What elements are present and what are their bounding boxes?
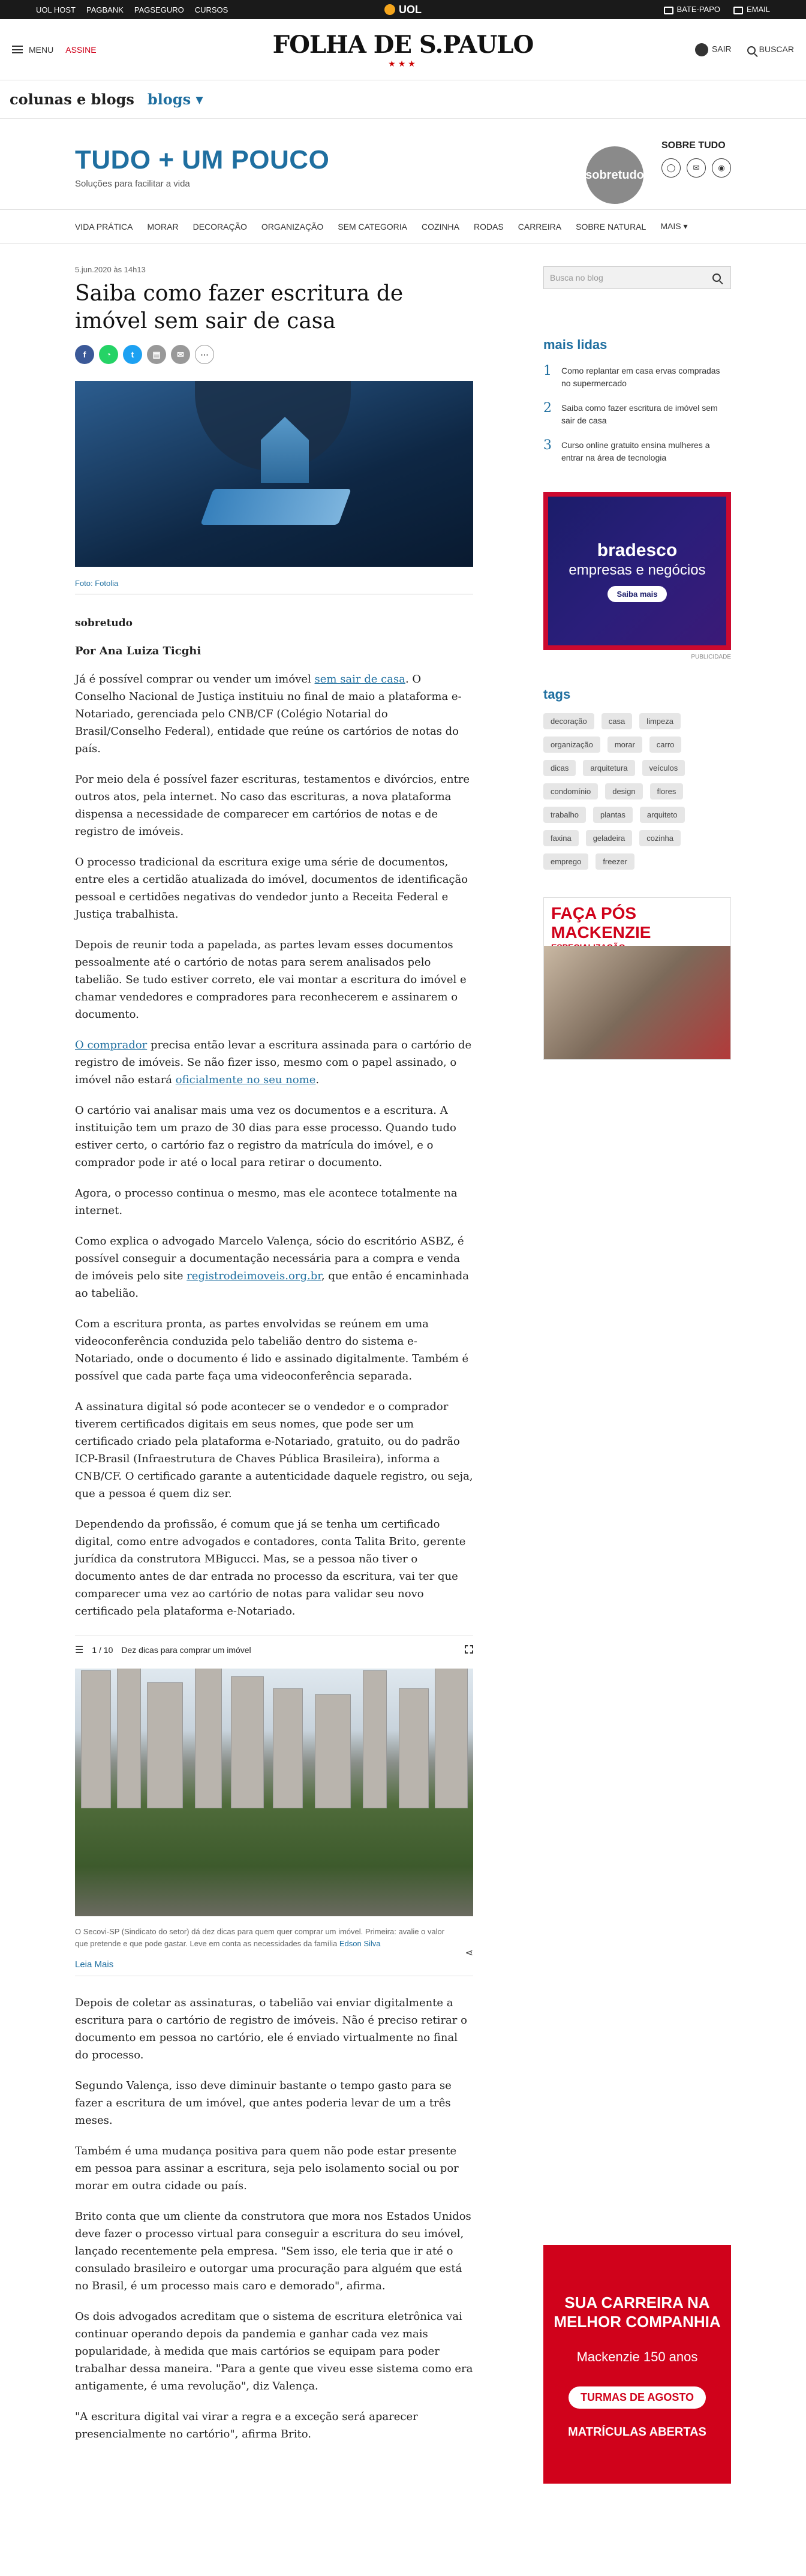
envelope-icon[interactable]: ✉ <box>687 158 706 178</box>
tag-chip[interactable]: arquitetura <box>583 760 634 776</box>
folha-logo[interactable]: FOLHA DE S.PAULO ★★★ <box>272 30 534 68</box>
article-paragraph: Agora, o processo continua o mesmo, mas ele acontece totalmente na internet. <box>75 1187 458 1217</box>
article-title: Saiba como fazer escritura de imóvel sem sair de casa <box>75 281 404 333</box>
envelope-icon <box>733 7 743 14</box>
breadcrumb-blogs-dropdown[interactable]: blogs ▾ <box>147 91 203 108</box>
nav-item[interactable]: CARREIRA <box>518 221 562 232</box>
article-link[interactable]: oficialmente no seu nome <box>175 1074 316 1086</box>
article-link[interactable]: O comprador <box>75 1039 148 1051</box>
chat-icon <box>664 7 673 14</box>
article-paragraph: A assinatura digital só pode acontecer se o vendedor e o comprador tiverem certificados digitais em seus nomes, que pode ser um certificado criado pela plataforma e-Notariado, gratuito, ou do padrão ICP-Brasil (Infraestrutura de Chaves Pública Brasileira), informa a CNB/CF. O certificado garante a autenticidade daquele registro, ou seja, que a pessoa é quem diz ser. <box>75 1400 473 1500</box>
most-read-item[interactable]: 2 Saiba como fazer escritura de imóvel sem sair de casa <box>543 401 718 425</box>
uol-logo-icon <box>384 4 395 15</box>
hamburger-icon[interactable] <box>12 46 23 53</box>
bradesco-ad[interactable]: bradesco empresas e negócios Saiba mais <box>543 492 731 650</box>
nav-more-dropdown[interactable]: MAIS ▾ <box>660 221 688 231</box>
blog-logo: sobretudo <box>586 146 643 204</box>
tag-chip[interactable]: organização <box>543 737 600 753</box>
article-paragraph: Também é uma mudança positiva para quem não pode estar presente em pessoa para assinar a escritura, seja pelo isolamento social ou por morar em outra cidade ou país. <box>75 2145 459 2192</box>
ad-cta-button[interactable]: Saiba mais <box>607 586 667 602</box>
blog-search-input[interactable]: Busca no blog <box>543 266 731 289</box>
email-link[interactable]: EMAIL <box>733 5 770 14</box>
tags-title: tags <box>543 687 571 702</box>
tag-chip[interactable]: arquiteto <box>640 807 685 823</box>
article-paragraph: O comprador precisa então levar a escritura assinada para o cartório de registro de imóveis. Se não fizer isso, mesmo com o papel assinado, o imóvel não estará oficialmente no seu nome. <box>75 1039 472 1086</box>
most-read <box>543 337 731 464</box>
nav-item[interactable]: ORGANIZAÇÃO <box>261 221 324 232</box>
uol-topbar <box>0 0 806 19</box>
article <box>75 244 473 2484</box>
nav-item[interactable]: SEM CATEGORIA <box>338 221 407 232</box>
most-read-item[interactable]: 3 Curso online gratuito ensina mulheres a entrar na área de tecnologia <box>543 438 710 462</box>
topbar-link[interactable]: PAGSEGURO <box>134 5 184 14</box>
logout-button[interactable]: SAIR <box>695 43 732 56</box>
user-icon <box>695 43 708 56</box>
gallery-counter: 1 / 10 <box>92 1645 113 1655</box>
about-heading[interactable]: SOBRE TUDO <box>661 140 726 151</box>
topbar-link[interactable]: UOL HOST <box>36 5 76 14</box>
twitter-icon[interactable]: t <box>123 345 142 364</box>
article-paragraph: Brito conta que um cliente da construtora que mora nos Estados Unidos deve fazer o processo virtual para conseguir a escritura do seu imóvel, lançado recentemente pela empresa. "Sem isso, ele teria que ir até o consulado brasileiro e outorgar uma procuração para alguém que está no Brasil, é um processo mais caro e demorado", afirma. <box>75 2210 471 2292</box>
search-icon[interactable] <box>712 273 721 282</box>
article-paragraph: Depois de reunir toda a papelada, as partes levam esses documentos pessoalmente até o cartório de notas para serem analisados pelo tabelião. Se tudo estiver correto, ele vai montar a escritura do imóvel e chamar vendedores e compradores para reconhecerem e assinarem o documento. <box>75 939 467 1021</box>
most-read-item[interactable]: 1 Como replantar em casa ervas compradas no supermercado <box>543 363 720 388</box>
whatsapp-icon[interactable]: ◔ <box>99 345 118 364</box>
publish-date: 5.jun.2020 às 14h13 <box>75 265 146 274</box>
email-share-icon[interactable]: ✉ <box>171 345 190 364</box>
ad-cta-button[interactable]: TURMAS DE AGOSTO <box>569 2386 706 2409</box>
tags-section <box>543 687 731 870</box>
share-bar <box>75 345 473 364</box>
article-paragraph: O processo tradicional da escritura exige uma série de documentos, entre eles a certidão atualizada do imóvel, documentos de identificação pessoal e certidões negativas do vendedor junto a Receita Federal e Justiça trabalhista. <box>75 856 468 921</box>
rss-icon[interactable]: ◉ <box>712 158 731 178</box>
topbar-link[interactable]: PAGBANK <box>86 5 124 14</box>
subscribe-link[interactable]: ASSINE <box>65 44 97 55</box>
site-header <box>0 19 806 80</box>
article-paragraph: Com a escritura pronta, as partes envolvidas se reúnem em uma videoconferência conduzida pelo tabelião dentro do sistema e-Notariado, onde o documento é lido e assinado digitalmente. Também é possível que cada parte faça uma videoconferência separada. <box>75 1318 469 1382</box>
search-button[interactable]: BUSCAR <box>747 44 794 54</box>
article-link[interactable]: registrodeimoveis.org.br <box>187 1270 321 1282</box>
gallery-image[interactable] <box>75 1669 473 1916</box>
nav-item[interactable]: SOBRE NATURAL <box>576 221 646 232</box>
tag-chip[interactable]: limpeza <box>639 713 681 729</box>
gallery-photo-credit: Edson Silva <box>339 1939 381 1948</box>
article-paragraph: Como explica o advogado Marcelo Valença, sócio do escritório ASBZ, é possível conseguir a documentação necessária para a compra e venda de imóveis pelo site registrodeimoveis.org.br, que então é encaminhada ao tabelião. <box>75 1235 469 1300</box>
most-read-title: mais lidas <box>543 337 607 352</box>
topbar-link[interactable]: CURSOS <box>194 5 228 14</box>
tag-chip[interactable]: trabalho <box>543 807 586 823</box>
share-icon[interactable]: ⋖ <box>465 1948 473 1958</box>
tag-chip[interactable]: faxina <box>543 830 579 846</box>
tag-chip[interactable]: decoração <box>543 713 594 729</box>
article-paragraph: Segundo Valença, isso deve diminuir bastante o tempo gasto para se fazer a escritura de um imóvel, que antes poderia levar de um a três meses. <box>75 2079 452 2127</box>
mackenzie-career-ad[interactable]: SUA CARREIRA NA MELHOR COMPANHIA Mackenzie 150 anos TURMAS DE AGOSTO MATRÍCULAS ABERTAS <box>543 2245 731 2484</box>
article-hero-image <box>75 381 473 567</box>
article-paragraph: Os dois advogados acreditam que o sistema de escritura eletrônica vai continuar operando depois da pandemia e ganhar cada vez mais popularidade, à medida que mais cartórios se equipam para poder trabalhar dessa maneira. "Para a gente que viveu esse sistema como era antigamente, é uma revolução", diz Valença. <box>75 2310 473 2392</box>
nav-item[interactable]: COZINHA <box>421 221 459 232</box>
chat-link[interactable]: BATE-PAPO <box>664 5 720 14</box>
gallery-list-icon[interactable]: ☰ <box>75 1645 84 1655</box>
gallery-caption: O Secovi-SP (Sindicato do setor) dá dez dicas para quem quer comprar um imóvel. Primeira: avalie o valor que pretende e que pode gastar. Leve em conta as necessidades da família Edson Silva ⋖ <box>75 1927 473 1958</box>
sidebar <box>543 244 731 2484</box>
facebook-icon[interactable]: f <box>75 345 94 364</box>
article-paragraph: Dependendo da profissão, é comum que já se tenha um certificado digital, como entre advogados e contadores, conta Talita Brito, gerente jurídica da construtora MBigucci. Mas, se a pessoa não tiver o documento antes de dar entrada no processo da escritura, vai ter que comparecer uma vez ao cartório de notas para validar seu novo certificado pela plataforma e-Notariado. <box>75 1518 466 1618</box>
byline-blog: sobretudo <box>75 617 133 629</box>
main-content <box>0 244 806 2484</box>
article-paragraph: Depois de coletar as assinaturas, o tabelião vai enviar digitalmente a escritura para o cartório de registro de imóveis. Não é preciso retirar o documento em pessoa no cartório, ele é enviado virtualmente no final do processo. <box>75 1997 467 2061</box>
nav-item[interactable]: DECORAÇÃO <box>193 221 247 232</box>
read-more-link[interactable]: Leia Mais <box>75 1959 473 1976</box>
tag-chip[interactable]: design <box>605 783 642 799</box>
tag-chip[interactable]: casa <box>602 713 632 729</box>
fullscreen-icon[interactable] <box>465 1645 473 1654</box>
gallery-title: Dez dicas para comprar um imóvel <box>121 1645 251 1655</box>
tag-chip[interactable]: morar <box>607 737 642 753</box>
tag-chip[interactable]: plantas <box>593 807 633 823</box>
tag-chip[interactable]: freezer <box>596 853 634 870</box>
byline-author: Por Ana Luiza Ticghi <box>75 645 202 657</box>
user-profile-icon[interactable]: ◯ <box>661 158 681 178</box>
tag-chip[interactable]: dicas <box>543 760 576 776</box>
print-icon[interactable]: ▤ <box>147 345 166 364</box>
tag-chip[interactable]: carro <box>649 737 682 753</box>
article-paragraph: Já é possível comprar ou vender um imóvel sem sair de casa. O Conselho Nacional de Justiça instituiu no final de maio a plataforma e-Notariado, gerenciada pelo CNB/CF (Colégio Notarial do Brasil/Conselho Federal), entidade que reúne os cartórios de notas do país. <box>75 673 462 755</box>
breadcrumb-section[interactable]: colunas e blogs <box>10 91 134 108</box>
breadcrumb <box>0 80 806 119</box>
topbar-links <box>36 5 228 14</box>
uol-logo[interactable]: UOL <box>384 4 422 16</box>
photo-gallery <box>75 1636 473 1976</box>
more-options-icon[interactable]: ⋯ <box>195 345 214 364</box>
blog-header <box>0 119 806 210</box>
search-icon <box>747 46 756 55</box>
mackenzie-logo: Mackenzie 150 anos <box>576 2349 698 2364</box>
nav-item[interactable]: VIDA PRÁTICA <box>75 221 133 232</box>
ad-label: PUBLICIDADE <box>691 654 731 660</box>
nav-item[interactable]: RODAS <box>473 221 504 232</box>
article-paragraph: "A escritura digital vai virar a regra e a exceção será aparecer presencialmente no cartório", afirma Brito. <box>75 2410 418 2440</box>
logo-stars: ★★★ <box>388 58 418 68</box>
article-link[interactable]: sem sair de casa <box>314 673 405 686</box>
tag-chip[interactable]: flores <box>650 783 684 799</box>
nav-item[interactable]: MORAR <box>147 221 179 232</box>
mackenzie-ad[interactable]: FAÇA PÓS MACKENZIE <box>543 897 731 1060</box>
tag-chip[interactable]: condomínio <box>543 783 598 799</box>
tag-chip[interactable]: emprego <box>543 853 588 870</box>
menu-button[interactable]: MENU <box>29 44 54 55</box>
blog-subtitle: Soluções para facilitar a vida <box>75 179 190 189</box>
article-paragraph: O cartório vai analisar mais uma vez os documentos e a escritura. A instituição tem um prazo de 30 dias para esse processo. Quando tudo estiver certo, o cartório faz o registro da matrícula do imóvel, e o comprador pode ir até o local para retirar o documento. <box>75 1104 456 1169</box>
blog-nav <box>0 210 806 244</box>
tag-chip[interactable]: veículos <box>642 760 685 776</box>
tag-chip[interactable]: cozinha <box>639 830 681 846</box>
photo-credit: Foto: Fotolia <box>75 579 473 594</box>
article-paragraph: Por meio dela é possível fazer escrituras, testamentos e divórcios, entre outros atos, pela internet. No caso das escrituras, a nova plataforma dispensa a necessidade de comparecer em cartórios de notas e de registro de imóveis. <box>75 773 470 838</box>
blog-title[interactable]: TUDO + UM POUCO <box>75 145 330 175</box>
tag-chip[interactable]: geladeira <box>586 830 633 846</box>
